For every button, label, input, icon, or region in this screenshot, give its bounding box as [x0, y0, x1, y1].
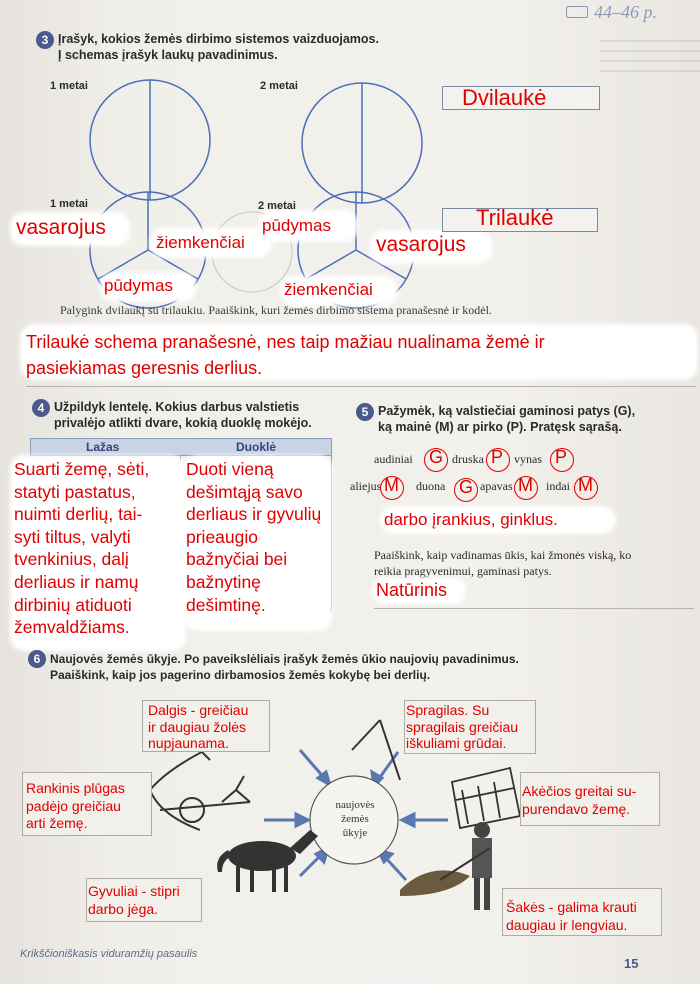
page-reference: 44–46 p.	[594, 2, 657, 22]
gyvuliai-answer: Gyvuliai - stipri darbo jėga.	[88, 883, 180, 917]
year2-top-label: 2 metai	[260, 80, 298, 92]
task-5-answer: Natūrinis	[376, 580, 448, 600]
list-extension: darbo įrankius, ginklus.	[384, 510, 558, 529]
year2-bottom-label: 2 metai	[258, 200, 296, 212]
harrow-icon	[452, 768, 520, 828]
pitchfork-icon	[400, 822, 492, 910]
sakes-answer: Šakės - galima krauti daugiau ir lengviau.	[506, 899, 637, 933]
task-5-instruction-line2: ką mainė (M) ar pirko (P). Pratęsk sąrašą.	[378, 420, 622, 434]
task-6-instruction-line2: Paaiškink, kaip jos pagerino dirbamosios žemės kokybę bei derlių.	[50, 668, 431, 682]
dalgis-answer: Dalgis - greičiau ir daugiau žolės nupjaunama.	[148, 702, 249, 751]
compare-answer-line2: pasiekiamas geresnis derlius.	[26, 358, 263, 378]
item-apavas: apavas	[480, 479, 513, 493]
task-3-number: 3	[36, 31, 54, 49]
task-4-number: 4	[32, 399, 50, 417]
task-6-instruction-line1: Naujovės žemės ūkyje. Po paveikslėliais įrašyk žemės ūkio naujovių pavadinimus.	[50, 652, 519, 666]
mark-vynas: P	[555, 447, 568, 467]
flail-icon	[352, 720, 400, 780]
footer-book-title: Krikščioniškasis viduramžių pasaulis	[20, 948, 198, 960]
lazas-answer: Suarti žemę, sėti, statyti pastatus, nuimti derlių, tai- syti tiltus, valyti tvenkinius, dalį derliaus ir namų dirbinių atiduoti žemvaldžiams.	[14, 459, 150, 638]
task-5-instruction-line1: Pažymėk, ką valstiečiai gaminosi patys (G),	[378, 404, 636, 418]
task-6-number: 6	[28, 650, 46, 668]
mark-aliejus: M	[384, 475, 399, 495]
compare-question: Palygink dvilaukį su trilaukiu. Paaiškink, kuri žemės dirbimo sistema pranašesnė ir kodėl.	[60, 303, 492, 317]
akecios-answer: Akėčios greitai su- purendavo žemę.	[522, 783, 637, 817]
spragilas-answer: Spragilas. Su spragilais greičiau iškuliami grūdai.	[406, 702, 519, 751]
item-audiniai: audiniai	[374, 452, 413, 466]
plough-icon	[160, 776, 250, 822]
left-field-pudymas: pūdymas	[104, 276, 173, 295]
right-field-vasarojus: vasarojus	[376, 233, 466, 256]
task-3-instruction-line2: Į schemas įrašyk laukų pavadinimus.	[58, 48, 278, 62]
item-vynas: vynas	[514, 452, 542, 466]
left-field-ziemkenciai: žiemkenčiai	[156, 233, 245, 252]
task-5-number: 5	[356, 403, 374, 421]
table-header-duokle: Duoklė	[236, 440, 277, 454]
two-field-circle-year2	[302, 83, 422, 203]
duokle-answer: Duoti vieną dešimtąją savo derliaus ir gyvulių prieaugio bažnyčiai bei bažnytinę dešimtinę.	[186, 459, 322, 615]
footer-page-number: 15	[624, 956, 639, 971]
item-indai: indai	[546, 479, 570, 493]
year1-top-label: 1 metai	[50, 80, 88, 92]
item-aliejus: aliejus	[350, 479, 382, 493]
two-field-circle-year1	[90, 80, 210, 200]
mark-audiniai: G	[429, 447, 444, 467]
task-4-instruction-line2: privalėjo atlikti dvare, kokią duoklę mokėjo.	[54, 416, 312, 430]
mark-indai: M	[578, 475, 593, 495]
task-5-question-line1: Paaiškink, kaip vadinamas ūkis, kai žmonės viską, ko	[374, 548, 632, 562]
mark-apavas: M	[518, 475, 533, 495]
item-duona: duona	[416, 479, 446, 493]
mark-druska: P	[491, 447, 504, 467]
task-3-instruction-line1: Įrašyk, kokios žemės dirbimo sistemos vaizduojamos.	[58, 32, 379, 46]
mark-duona: G	[459, 477, 474, 497]
task-5-question-line2: reikia pragyvenimui, gaminasi patys.	[374, 564, 552, 578]
answer-trilauke: Trilaukė	[476, 205, 554, 230]
answer-dvilauke: Dvilaukė	[462, 85, 547, 110]
table-header-row	[30, 438, 332, 456]
horse-icon	[217, 830, 318, 892]
right-field-ziemkenciai: žiemkenčiai	[284, 280, 373, 299]
task-4-instruction-line1: Užpildyk lentelę. Kokius darbus valstietis	[54, 400, 300, 414]
left-field-vasarojus: vasarojus	[16, 216, 106, 239]
year1-bottom-label: 1 metai	[50, 198, 88, 210]
item-druska: druska	[452, 452, 484, 466]
right-field-pudymas: pūdymas	[262, 216, 331, 235]
table-header-lazas: Lažas	[86, 440, 120, 454]
plugas-answer: Rankinis plūgas padėjo greičiau arti žemę.	[26, 780, 125, 831]
center-label: naujovės žemės ūkyje	[335, 799, 375, 839]
compare-answer-line1: Trilaukė schema pranašesnė, nes taip mažiau nualinama žemė ir	[26, 332, 545, 352]
